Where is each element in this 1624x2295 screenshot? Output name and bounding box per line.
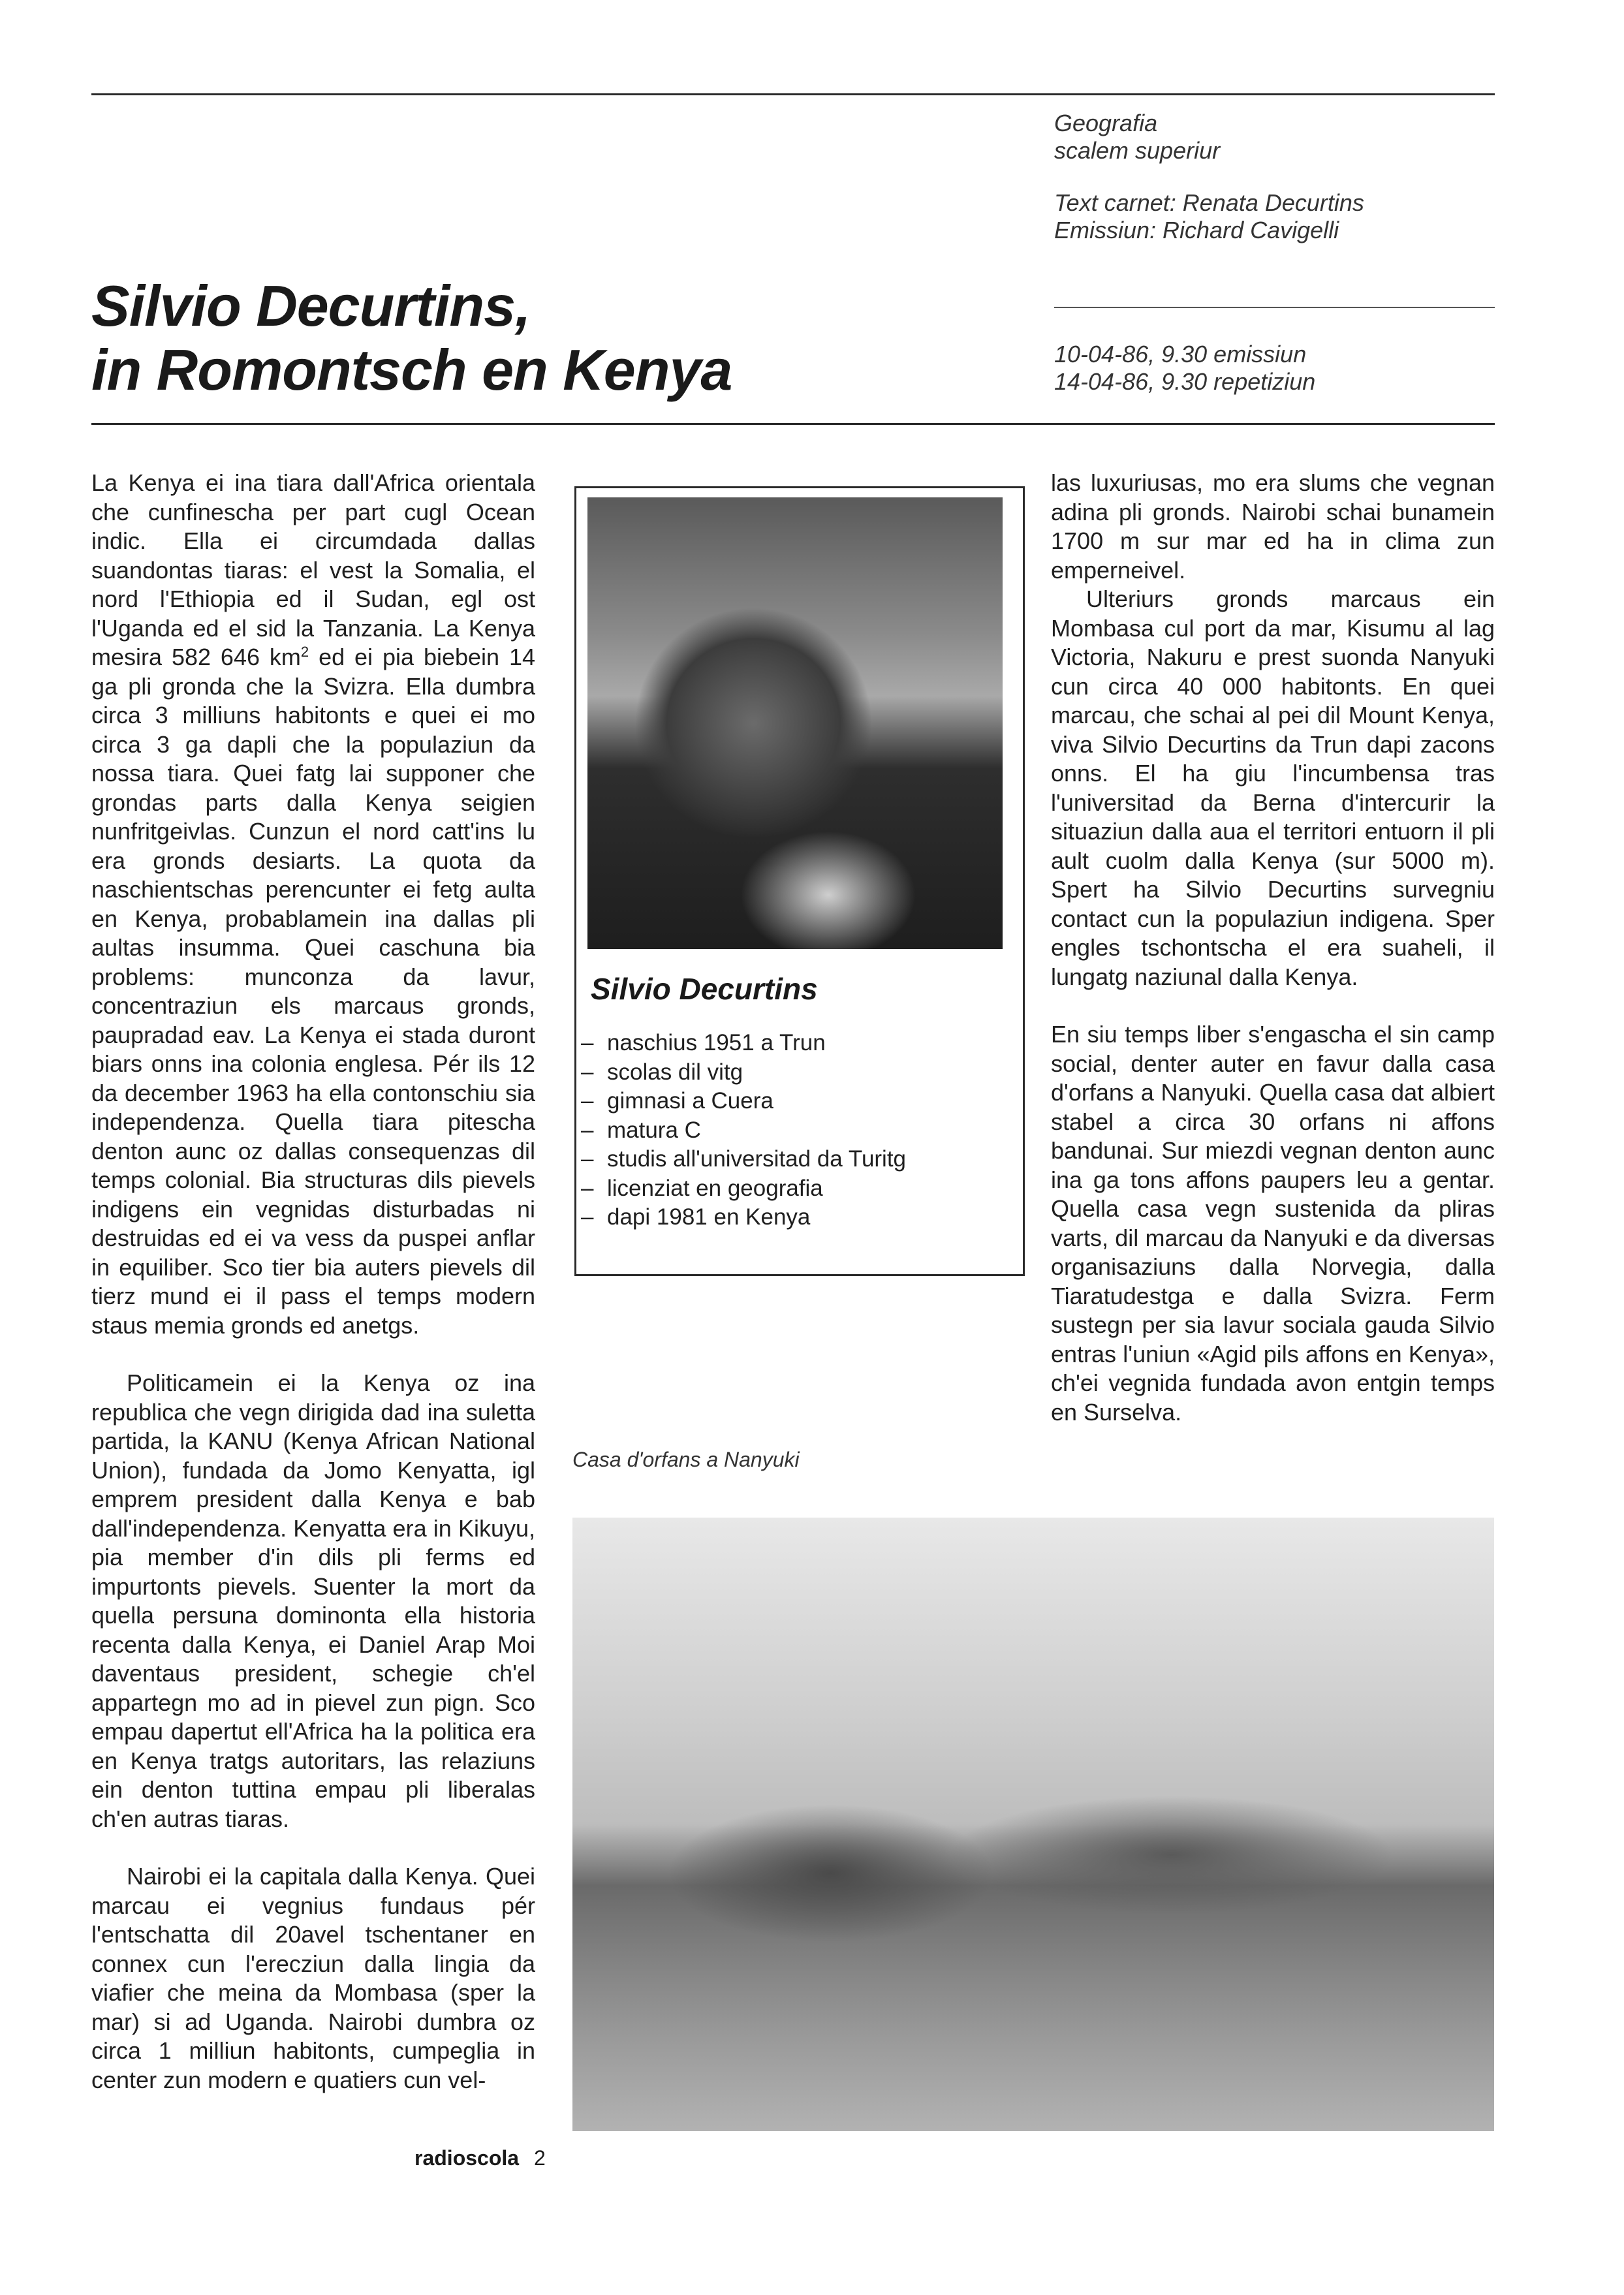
level: scalem superiur [1054, 137, 1221, 164]
schedule-line: 10-04-86, 9.30 emissiun [1054, 341, 1307, 367]
footer [414, 2146, 546, 2170]
paragraph: las luxuriusas, mo era slums che vegnan adina pli gronds. Nairobi schai bunamein 1700 m sur mar ed ha in clima zun emperneivel. [1051, 469, 1495, 584]
bio-item: – scolas dil vitg [581, 1058, 906, 1087]
paragraph: En siu temps liber s'engascha el sin camp social, denter auter en favur dalla casa d'orfans a Nanyuki. Quella casa dat albiert stabel a circa 30 orfans ni affons bandunai. Sur miezdi vegnan denton aunc ina ga tons affons paupers leu a gentar. Quella casa vegn sustenida da pliras varts, dil marcau da Nanyuki e da diversas organisaziuns dalla Norvegia, dalla Tiaratudestga e dalla Svizra. Ferm sustegn per sia lavur sociala gauda Silvio entras l'uniun «Agid pils affons en Kenya», ch'ei vegnida fundada avon entgin temps en Surselva. [1051, 1021, 1495, 1426]
course-info [1054, 110, 1220, 164]
portrait-photo [587, 497, 1003, 949]
footer-brand: radioscola [414, 2146, 520, 2170]
paragraph [91, 469, 535, 1340]
broadcast: Emissiun: Richard Cavigelli [1054, 217, 1339, 243]
schedule-line: 14-04-86, 9.30 repetiziun [1054, 368, 1316, 395]
article-column-1 [91, 469, 535, 2095]
article-column-3 [1051, 469, 1495, 1427]
title-rule [91, 423, 1495, 425]
subject: Geografia [1054, 110, 1158, 136]
paragraph: Politicamein ei la Kenya oz ina republica che vegn dirigida dad ina suletta partida, la KANU (Kenya African National Union), fundada da Jomo Kenyatta, igl emprem president dalla Kenya e bab dall'independenza. Kenyatta era in Kikuyu, pia member d'in dils pli ferms ed impurtonts pievels. Suenter la mort da quella persuna dominonta ella historia recenta dalla Kenya, ei Daniel Arap Moi daventaus president, schegie ch'el appartegn mo ad in pievel zun pign. Sco empau dapertut ell'Africa ha la politica era en Kenya tratgs autoritars, las relaziuns ein denton tuttina empau pli liberalas ch'en autras tiaras. [91, 1369, 535, 1832]
top-rule [91, 93, 1495, 95]
paragraph: Nairobi ei la capitala dalla Kenya. Quei marcau ei vegnius fundaus pér l'entschatta dil 20avel tschentaner en connex cun l'erecziun dalla lingia da viafier che meina da Mombasa (sper la mar) si ad Uganda. Nairobi dumbra oz circa 1 milliun habitonts, cumpeglia in center zun modern e quatiers cun vel- [91, 1863, 535, 2093]
bio-item: – gimnasi a Cuera [581, 1087, 906, 1116]
bio-item: – naschius 1951 a Trun [581, 1029, 906, 1058]
page-title [91, 274, 732, 402]
photo-caption: Casa d'orfans a Nanyuki [572, 1448, 800, 1471]
title-line-2: in Romontsch en Kenya [91, 337, 732, 402]
credits [1054, 189, 1364, 244]
orphanage-photo [572, 1518, 1494, 2131]
bio-list [581, 1029, 906, 1232]
bio-item: – dapi 1981 en Kenya [581, 1203, 906, 1232]
paragraph: Ulteriurs gronds marcaus ein Mombasa cul port da mar, Kisumu al lag Victoria, Nakuru e prest suonda Nanyuki cun circa 40 000 habitonts. En quei marcau, che schai al pei dil Mount Kenya, viva Silvio Decurtins da Trun dapi zacons onns. El ha giu l'incumbensa tras l'universitad da Berna d'intercurir la situaziun dalla aua el territori entuorn il pli ault cuolm dalla Kenya (sur 5000 m). Spert ha Silvio Decurtins survegniu contact cun la populaziun indigena. Sper engles tschontscha el era suaheli, il lungatg naziunal dalla Kenya. [1051, 585, 1495, 990]
schedule [1054, 341, 1315, 396]
bio-item: – matura C [581, 1116, 906, 1146]
bio-item: – licenziat en geografia [581, 1174, 906, 1204]
page-number: 2 [533, 2146, 546, 2170]
bio-item: – studis all'universitad da Turitg [581, 1145, 906, 1174]
bio-name: Silvio Decurtins [591, 972, 818, 1006]
text: La Kenya ei ina tiara dall'Africa orientala che cunfinescha per part cugl Ocean indic. Ella ei circumdada dallas suandontas tiaras: el vest la Somalia, el nord l'Ethiopia ed il Sudan, egl ost l'Uganda ed el sid la Tanzania. La Kenya mesira 582 646 km [91, 469, 535, 670]
title-line-1: Silvio Decurtins, [91, 273, 531, 338]
author: Text carnet: Renata Decurtins [1054, 189, 1364, 216]
text: ed ei pia biebein 14 ga pli gronda che la Svizra. Ella dumbra circa 3 milliuns habitonts e quei ei mo circa 3 ga dapli che la populaziun da nossa tiara. Quei fatg lai supponer che grondas parts dalla Kenya seigien nunfritgeivlas. Cunzun el nord catt'ins lu era gronds desiarts. La quota da naschientschas perencunter ei fetg aulta en Kenya, probablamein ina dallas pli aultas insumma. Quei caschuna bia problems: munconza da lavur, concentraziun els marcaus gronds, paupradad eav. La Kenya ei stada duront biars onns ina colonia englesa. Pér ils 12 da december 1963 ha ella contonschiu sia independenza. Quella tiara pitescha denton aunc oz dallas consequenzas dil temps colonial. Bia structuras dils pievels indigens ein vegnidas disturbadas ni destruidas ed ei va vess da puspei anflar in equiliber. Sco tier bia auters pievels dil tierz mund ei il pass el temps modern staus memia gronds ed anetgs. [91, 644, 536, 1339]
meta-divider [1054, 307, 1495, 308]
superscript: 2 [300, 644, 309, 660]
